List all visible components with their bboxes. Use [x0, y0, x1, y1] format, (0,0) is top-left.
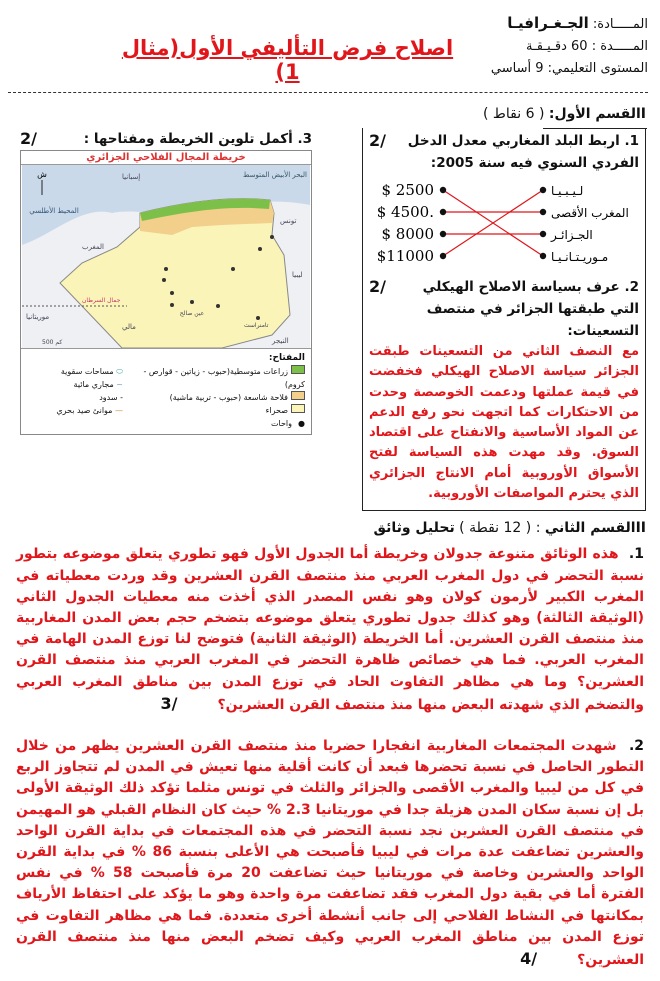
section1-points: ( 6 نقاط ) — [483, 106, 545, 122]
label-niger: النيجر — [272, 337, 289, 345]
label-tamanrasset: تامنراست — [244, 322, 269, 329]
p1-text: هذه الوثائق متنوعة جدولان وخريطة أما الجدول الأول فهو تطوري يتعلق موضوعه بتطور نسبة التحضر في دول المغرب العربي منذ منتصف القرن العشرين وقد وردت معطياته في المغرب الكبير لأرمون كولان وهو نفس المصدر الذي أخذت منه معطيات الجدول الثاني (الوثيقة الثالثة) وهو كذلك جدول تطوري يتعلق موضوعه بتضخم حجم بعض المدن المغاربية منذ منتصف القرن العشرين. أما الخريطة (الوثيقة الثانية) فتوضح لنا توزع المدن الهامة في المغرب العربي. فما هي خصائص ظاهرة التحضر في المغرب العربي منذ منتصف القرن العشرين؟ وما هي مظاهر التفاوت الحاد في توزع المدن بين مناطق المغرب العربي والتضخم الذي شهدته البعض منها منذ منتصف القرن العشرين؟ — [16, 546, 644, 713]
country-name: المغرب الأقصى — [551, 206, 629, 220]
label-tunisia: تونس — [280, 217, 297, 225]
match-dot[interactable] — [440, 209, 446, 215]
scale-bar: 500 كم — [42, 339, 63, 346]
p2-score: 4/ — [520, 949, 538, 969]
match-dot[interactable] — [540, 187, 546, 193]
p1-score: 3/ — [160, 693, 178, 713]
label-ocean: المحيط الأطلسي — [29, 207, 79, 215]
q2-answer: مع النصف الثاني من التسعينات طبقت الجزائر سياسة الاصلاح الهيكلي فخفضت في قيمة عملتها ودعمت الخوصصة وحدت من الاحتكارات كما اتجهت نحو رفع الدعم عن المواد الأساسية والانفتاح على اقتصاد السوق. وقد مهدت هذه السياسة لفتح الأسواق الأوروبية أمام الانتاج الجزائري الذي يحترم المواصفات الأوروبية. — [369, 344, 639, 502]
legend-item: ●واحات — [271, 419, 305, 428]
label-libya: ليبيا — [292, 271, 303, 279]
map-figure — [20, 150, 312, 435]
divider — [8, 92, 648, 93]
label-tropic: جمال السرطان — [82, 297, 121, 304]
legend-item: - سدود — [99, 393, 123, 402]
questions-box — [362, 128, 646, 511]
label-mali: مالي — [122, 323, 136, 331]
label-morocco: المغرب — [82, 243, 104, 251]
analysis-paragraph-2 — [14, 736, 646, 971]
q2-score: 2/ — [369, 277, 386, 296]
q1-number: 1. — [624, 133, 639, 149]
legend-item: — موانئ صيد بحري — [56, 406, 123, 415]
subject-label: المـــــادة: — [592, 17, 648, 32]
legend-item: زراعات متوسطية(حبوب - زياتين - قوارص - كروم) — [143, 367, 305, 389]
q3-score: 2/ — [20, 129, 37, 148]
q3-number: 3. — [297, 131, 312, 147]
country-name: مـوريـتـانـيـا — [551, 250, 609, 264]
legend-item: ~ مجاري مائية — [73, 380, 123, 389]
legend-item: صحراء — [137, 404, 305, 417]
legend-item: فلاحة شاسعة (حبوب - تربية ماشية) — [137, 391, 305, 404]
label-spain: إسبانيا — [122, 173, 141, 181]
q2-prompt — [369, 276, 639, 342]
income-value: $ 2500 — [381, 181, 434, 199]
q1-score: 2/ — [369, 131, 386, 150]
q1-text: اربط البلد المغاربي معدل الدخل الفردي السنوي فيه سنة 2005: — [407, 133, 639, 171]
section2-heading — [14, 519, 646, 538]
map-title: خريطة المجال الفلاحي الجزائري — [21, 151, 311, 165]
analysis-paragraph-1 — [14, 544, 646, 716]
income-value: $ 8000 — [381, 225, 434, 243]
match-dot[interactable] — [440, 231, 446, 237]
matching-exercise — [371, 178, 639, 274]
q2-text: عرف بسياسة الاصلاح الهيكلي التي طبقتها الجزائر في منتصف التسعينات: — [422, 279, 639, 339]
country-name: الجـزائـر — [551, 228, 593, 242]
section1-label: Iالقسم الأول: — [548, 106, 646, 122]
level-value: 9 أساسي — [490, 61, 544, 76]
legend-item: ⬭ مساحات سقوية — [60, 367, 123, 376]
section1-heading — [14, 106, 646, 122]
match-dot[interactable] — [540, 209, 546, 215]
q3-block — [14, 128, 312, 435]
match-dot[interactable] — [440, 253, 446, 259]
subject-value: الجـغـرافيـا — [507, 14, 589, 32]
p1-number: 1. — [628, 546, 644, 563]
section1-content — [14, 128, 646, 511]
match-dot[interactable] — [440, 187, 446, 193]
match-dot[interactable] — [540, 231, 546, 237]
label-mauritania: موريتانيا — [26, 313, 50, 321]
q3-prompt — [14, 128, 312, 150]
q3-text: أكمل تلوين الخريطة ومفتاحها : — [83, 131, 293, 147]
label-sea: البحر الأبيض المتوسط — [243, 171, 307, 179]
label-ain-salah: عين صالح — [179, 310, 205, 317]
p2-text: شهدت المجتمعات المغاربية انفجارا حضريا منذ منتصف القرن العشرين يظهر من خلال التطور الحاصل في نسبة تحضرها فبعد أن كانت أقلية منها تعيش في المدن لم تتجاوز الربع في كل من ليبيا والمغرب الأقصى والجزائر والثلث في تونس مثلما تؤكد ذلك الوثيقة الأولى بل إن نسبة سكان المدن هزيلة جدا في موريتانيا 2.3 % حيث كان النظام القبلي هو المهيمن في منتصف القرن العشرين نجد نسبة التحضر في هذه المجتمعات في بداية القرن الواحد والعشرين تضاعفت عدة مرات في ليبيا فأصبحت هي الأعلى بنسبة 86 % في بداية القرن الواحد والعشرين وخاصة في موريتانيا حيث تضاعفت 20 مرة فأصبحت 58 % في نفس الفترة أما في بقية دول المغرب فقد تضاعفت مرة واحدة وهو ما يؤكد على احتفاظ الأرياف بمكانتها في النشاط الفلاحي إلى جانب أنشطة أخرى متعددة. فما هي مظاهر التفاوت في توزع المدن بين مناطق المغرب العربي وكيف تضخم البعض منها منذ منتصف القرن العشرين؟ — [16, 738, 644, 969]
duration-label: المـــــدة : — [591, 39, 648, 54]
country-name: لـيـبـيـا — [551, 184, 584, 198]
section2-label: IIالقسم الثاني — [544, 520, 646, 537]
exam-header — [478, 12, 648, 80]
box-top-border — [543, 128, 647, 129]
income-value: $ 4500. — [376, 203, 434, 221]
match-dot[interactable] — [540, 253, 546, 259]
section2-subtitle: تحليل وثائق — [373, 520, 455, 537]
q2-number: 2. — [624, 279, 639, 295]
map-legend — [21, 348, 311, 434]
legend-title: المفتاح: — [268, 353, 305, 363]
level-label: المستوى التعليمي: — [547, 61, 648, 76]
north-label: ش — [37, 170, 47, 179]
algeria-agriculture-map — [21, 165, 311, 348]
exam-body — [0, 106, 660, 981]
page-title: اصلاح فرض التأليفي الأول(مثال 1) — [121, 36, 454, 84]
p2-number: 2. — [628, 738, 645, 754]
section2-points: : ( 12 نقطة ) — [459, 520, 541, 537]
q1-prompt — [369, 130, 639, 174]
duration-value: 60 دقـيـقـة — [526, 39, 588, 54]
income-value: $11000 — [376, 247, 434, 265]
